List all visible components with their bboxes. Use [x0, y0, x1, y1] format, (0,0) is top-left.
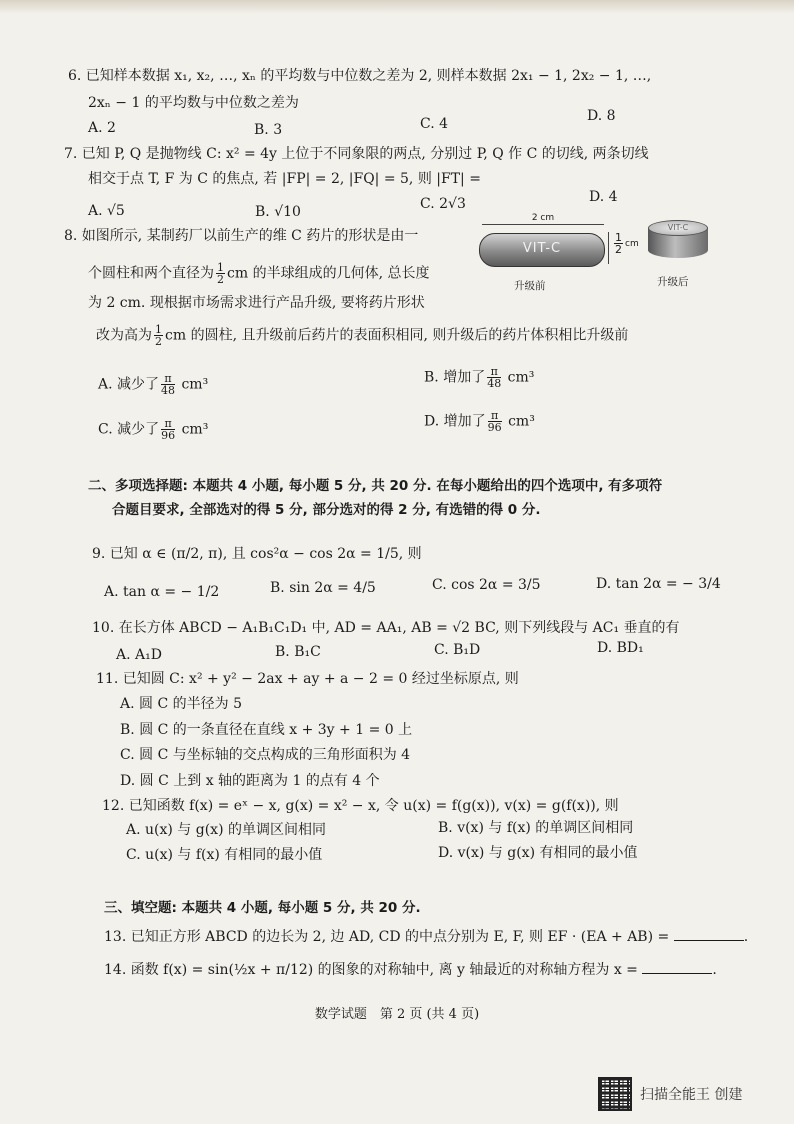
q12-option-b: B. v(x) 与 f(x) 的单调区间相同: [438, 820, 634, 836]
option-label: C. 减少了: [98, 421, 160, 438]
q8-stem-line4: [96, 324, 628, 347]
height-unit: cm: [625, 239, 639, 249]
q9-stem: 9. 已知 α ∈ (π/2, π), 且 cos²α − cos 2α = 1/5, 则: [92, 546, 422, 562]
q6-option-b: B. 3: [254, 122, 283, 138]
q10-stem: 10. 在长方体 ABCD − A₁B₁C₁D₁ 中, AD = AA₁, AB = √2 BC, 则下列线段与 AC₁ 垂直的有: [92, 620, 680, 636]
fraction-numerator: π: [488, 410, 502, 422]
fraction-denominator: 96: [487, 421, 502, 434]
q8-option-b: [424, 366, 534, 389]
option-fraction: [487, 366, 501, 389]
scanner-watermark: [598, 1077, 742, 1111]
before-caption: 升级前: [514, 280, 546, 292]
fraction-numerator: π: [487, 366, 501, 378]
q8-text: 改为高为: [96, 327, 152, 344]
q10-option-a: A. A₁D: [116, 647, 162, 663]
fraction-denominator: 2: [155, 335, 162, 348]
fraction-denominator: 48: [487, 377, 502, 390]
length-dimension: 2 cm: [482, 212, 604, 225]
option-fraction: [488, 410, 502, 433]
option-fraction: [161, 373, 175, 396]
fraction-numerator: 1: [615, 231, 622, 244]
q8-option-c: [98, 418, 208, 441]
q7-option-a: A. √5: [88, 203, 125, 219]
q6-stem-line1: 6. 已知样本数据 x₁, x₂, …, xₙ 的平均数与中位数之差为 2, 则样本数据 2x₁ − 1, 2x₂ − 1, …,: [68, 68, 652, 84]
cylinder-top: VIT-C: [648, 220, 708, 236]
section-2-heading: 二、多项选择题: 本题共 4 小题, 每小题 5 分, 共 20 分. 在每小题给出的四个选项中, 有多项符: [88, 478, 663, 494]
q14-text: 14. 函数 f(x) = sin(½x + π/12) 的图象的对称轴中, 离 y 轴最近的对称轴方程为 x =: [104, 962, 638, 978]
option-label: D. 增加了: [424, 413, 486, 430]
fraction-numerator: π: [161, 373, 175, 385]
page-footer: 数学试题 第 2 页 (共 4 页): [314, 1007, 480, 1022]
unit: cm³: [508, 413, 535, 430]
q11-option-d: D. 圆 C 上到 x 轴的距离为 1 的点有 4 个: [120, 773, 380, 789]
answer-blank[interactable]: [642, 959, 712, 974]
watermark-text: 扫描全能王 创建: [640, 1087, 743, 1103]
unit: cm³: [181, 376, 209, 393]
q7-stem-line2: 相交于点 T, F 为 C 的焦点, 若 |FP| = 2, |FQ| = 5, 则 |FT| =: [88, 171, 481, 187]
q9-option-d: D. tan 2α = − 3/4: [596, 576, 721, 592]
fraction-denominator: 48: [161, 384, 176, 397]
unit: cm³: [507, 369, 535, 386]
q11-option-b: B. 圆 C 的一条直径在直线 x + 3y + 1 = 0 上: [120, 722, 413, 738]
option-label: A. 减少了: [98, 376, 160, 393]
q14-stem: 14. 函数 f(x) = sin(½x + π/12) 的图象的对称轴中, 离 y 轴最近的对称轴方程为 x = .: [104, 959, 717, 980]
tablet-after-image: [648, 220, 708, 266]
q8-stem-line2: [88, 262, 429, 285]
option-fraction: [161, 418, 175, 441]
fraction-numerator: 1: [217, 261, 224, 274]
q12-option-a: A. u(x) 与 g(x) 的单调区间相同: [126, 822, 326, 838]
qr-code-icon: [598, 1077, 632, 1111]
q12-stem: 12. 已知函数 f(x) = eˣ − x, g(x) = x² − x, 令 u(x) = f(g(x)), v(x) = g(f(x)), 则: [102, 798, 619, 814]
q11-stem: 11. 已知圆 C: x² + y² − 2ax + ay + a − 2 = 0 经过坐标原点, 则: [96, 671, 519, 687]
height-fraction: [614, 232, 623, 255]
tablet-before-image: [479, 233, 605, 267]
q11-option-a: A. 圆 C 的半径为 5: [120, 696, 242, 712]
section-3-heading: 三、填空题: 本题共 4 小题, 每小题 5 分, 共 20 分.: [104, 900, 421, 916]
q8-stem-line3: 为 2 cm. 现根据市场需求进行产品升级, 要将药片形状: [88, 295, 425, 311]
scan-edge: [0, 0, 794, 14]
q10-option-b: B. B₁C: [275, 644, 321, 660]
q8-text: cm 的圆柱, 且升级前后药片的表面积相同, 则升级后的药片体积相比升级前: [165, 327, 629, 344]
q6-option-a: A. 2: [88, 120, 116, 136]
q6-option-c: C. 4: [420, 116, 449, 132]
height-dimension: [608, 232, 639, 264]
option-label: B. 增加了: [424, 369, 486, 386]
q7-option-c: C. 2√3: [420, 196, 466, 212]
q8-option-a: [98, 373, 208, 396]
q6-stem-line2: 2xₙ − 1 的平均数与中位数之差为: [88, 95, 299, 111]
section-2-heading-line2: 合题目要求, 全部选对的得 5 分, 部分选对的得 2 分, 有选错的得 0 分.: [112, 502, 541, 518]
q13-text: 13. 已知正方形 ABCD 的边长为 2, 边 AD, CD 的中点分别为 E, F, 则 EF · (EA + AB) =: [104, 929, 670, 945]
fraction-numerator: π: [161, 418, 175, 430]
q8-text: 个圆柱和两个直径为: [88, 265, 214, 282]
unit: cm³: [181, 421, 209, 438]
q10-option-d: D. BD₁: [597, 640, 644, 656]
q8-text: cm 的半球组成的几何体, 总长度: [227, 265, 430, 282]
tablet-before-label: VIT-C: [522, 241, 562, 256]
q10-option-c: C. B₁D: [434, 642, 481, 658]
fraction-denominator: 2: [615, 243, 622, 256]
q12-option-d: D. v(x) 与 g(x) 有相同的最小值: [438, 845, 638, 861]
q12-option-c: C. u(x) 与 f(x) 有相同的最小值: [126, 847, 323, 863]
fraction-numerator: 1: [155, 323, 162, 336]
q11-option-c: C. 圆 C 与坐标轴的交点构成的三角形面积为 4: [120, 747, 411, 763]
q8-stem-line1: 8. 如图所示, 某制药厂以前生产的维 C 药片的形状是由一: [64, 228, 419, 244]
q6-option-d: D. 8: [587, 108, 616, 124]
q9-option-a: A. tan α = − 1/2: [104, 584, 220, 600]
q7-option-d: D. 4: [589, 189, 618, 205]
q9-option-c: C. cos 2α = 3/5: [432, 577, 541, 593]
after-caption: 升级后: [657, 276, 689, 288]
q9-option-b: B. sin 2α = 4/5: [270, 580, 376, 596]
q8-half-fraction: [216, 262, 225, 285]
q7-stem-line1: 7. 已知 P, Q 是抛物线 C: x² = 4y 上位于不同象限的两点, 分别过 P, Q 作 C 的切线, 两条切线: [64, 146, 649, 162]
q8-half-fraction: [154, 324, 163, 347]
answer-blank[interactable]: [674, 926, 744, 941]
fraction-denominator: 96: [161, 429, 176, 442]
q7-option-b: B. √10: [255, 204, 301, 220]
q13-stem: 13. 已知正方形 ABCD 的边长为 2, 边 AD, CD 的中点分别为 E, F, 则 EF · (EA + AB) = .: [104, 926, 748, 947]
q8-option-d: [424, 410, 535, 433]
fraction-denominator: 2: [217, 273, 224, 286]
